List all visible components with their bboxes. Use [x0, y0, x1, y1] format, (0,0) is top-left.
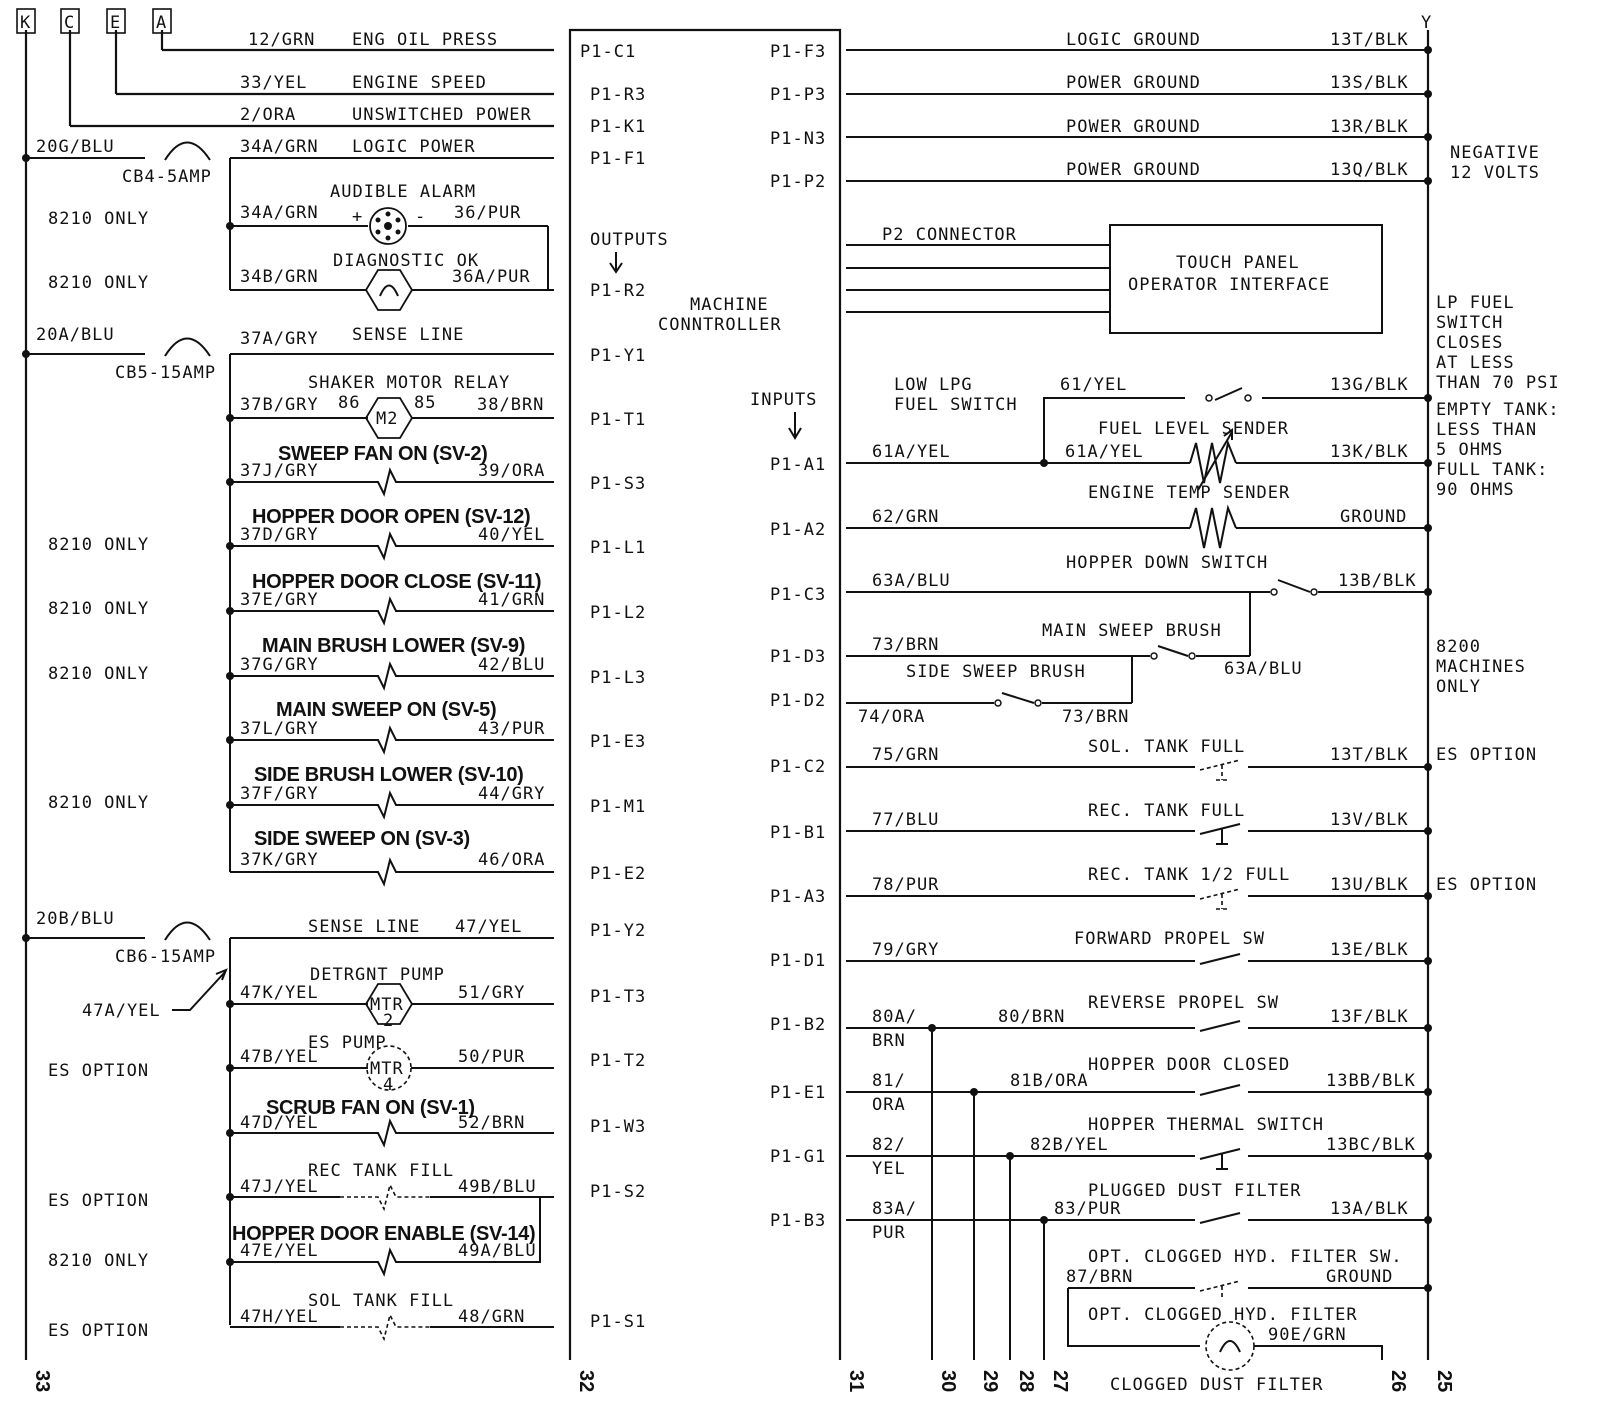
- note-lp: SWITCH: [1436, 313, 1504, 333]
- switch-title: SOL. TANK FULL: [1088, 737, 1246, 757]
- bus-tag-c: C: [64, 13, 76, 33]
- pin-label: P1-S1: [590, 1312, 647, 1332]
- breaker-cb6: CB6-15AMP: [115, 947, 217, 967]
- sheet-number: 26: [1387, 1370, 1409, 1393]
- input-row: [770, 865, 1432, 909]
- wire-label: 37D/GRY: [240, 525, 319, 545]
- inputs-label: INPUTS: [750, 390, 818, 410]
- clogged-label: CLOGGED DUST FILTER: [1110, 1375, 1324, 1395]
- relay-label: M2: [376, 409, 399, 429]
- pin-label: P1-E2: [590, 864, 647, 884]
- note-8210: 8210 ONLY: [48, 535, 150, 555]
- wire-label: 13Q/BLK: [1330, 160, 1409, 180]
- engine-temp-sender: [770, 483, 1432, 548]
- wire-label: 73/BRN: [872, 635, 940, 655]
- motor-label: MTR: [370, 995, 404, 1015]
- wire-label: 47/YEL: [455, 917, 523, 937]
- valve-title: MAIN SWEEP ON (SV-5): [276, 699, 497, 721]
- note-lp: LP FUEL: [1436, 293, 1515, 313]
- input-rows: [770, 737, 1432, 971]
- wire-label: 37L/GRY: [240, 719, 319, 739]
- wire-label: 49A/BLU: [458, 1241, 537, 1261]
- switch-title: HOPPER DOOR CLOSED: [1088, 1055, 1291, 1075]
- note-8200: MACHINES: [1436, 657, 1526, 677]
- note-es-option: ES OPTION: [48, 1061, 150, 1081]
- pin-label: P1-S3: [590, 474, 647, 494]
- sol-tank-fill: [48, 1291, 646, 1341]
- wire-label: 47B/YEL: [240, 1047, 319, 1067]
- sheet-number: 25: [1433, 1370, 1455, 1393]
- pin-label: P1-L1: [590, 538, 647, 558]
- side-sweep-brush: [770, 662, 1132, 727]
- pin-label: P1-R3: [590, 85, 647, 105]
- switch-title: REC. TANK 1/2 FULL: [1088, 865, 1291, 885]
- breaker-cb5: CB5-15AMP: [115, 363, 217, 383]
- wire-label: 80/BRN: [998, 1007, 1066, 1027]
- pin-label: P1-D1: [770, 951, 827, 971]
- pin-label: P1-E1: [770, 1083, 827, 1103]
- wire-label: 37E/GRY: [240, 590, 319, 610]
- wire-label: 51/GRY: [458, 983, 526, 1003]
- sender-title: FUEL LEVEL SENDER: [1098, 419, 1289, 439]
- wire-label: 50/PUR: [458, 1047, 526, 1067]
- wire-label: 13R/BLK: [1330, 117, 1409, 137]
- valve-title: HOPPER DOOR ENABLE (SV-14): [232, 1223, 536, 1245]
- wire-label: 43/PUR: [478, 719, 546, 739]
- valve-row: [230, 699, 646, 752]
- valves-a: [48, 443, 646, 884]
- wire-label: GROUND: [1340, 507, 1408, 527]
- sheet-number: 33: [31, 1370, 53, 1393]
- pin-label: P1-P2: [770, 172, 827, 192]
- wire-label: GROUND: [1326, 1267, 1394, 1287]
- pin-label: P1-C2: [770, 757, 827, 777]
- pin-label: P1-B3: [770, 1211, 827, 1231]
- sheet-number: 31: [845, 1370, 867, 1393]
- switch-title: SIDE SWEEP BRUSH: [906, 662, 1086, 682]
- pin-label: P1-R2: [590, 281, 647, 301]
- controller-labels: [658, 295, 817, 438]
- wire-label: 36/PUR: [454, 203, 522, 223]
- sheet-number: 30: [937, 1370, 959, 1393]
- pin-label: P1-G1: [770, 1147, 827, 1167]
- wire-label: 37K/GRY: [240, 850, 319, 870]
- note-tank: FULL TANK:: [1436, 460, 1549, 480]
- wire-label: 13K/BLK: [1330, 442, 1409, 462]
- hyd-filter: [1066, 1247, 1432, 1395]
- wire-label: 75/GRN: [872, 745, 940, 765]
- outputs-label: OUTPUTS: [590, 230, 669, 250]
- pin-label: P1-D3: [770, 647, 827, 667]
- wire-label: ORA: [872, 1095, 906, 1115]
- motor-label: MTR: [370, 1059, 404, 1079]
- touch-panel-line2: OPERATOR INTERFACE: [1128, 275, 1331, 295]
- pin-label: P1-B1: [770, 823, 827, 843]
- wire-label: 37B/GRY: [240, 395, 319, 415]
- sender-title: ENGINE TEMP SENDER: [1088, 483, 1291, 503]
- wire-label: 33/YEL: [240, 73, 308, 93]
- wire-label: 34B/GRN: [240, 267, 319, 287]
- wire-label: 81/: [872, 1071, 906, 1091]
- pin-label: P1-A3: [770, 887, 827, 907]
- wire-label: 90E/GRN: [1268, 1325, 1347, 1345]
- sheet-number: 32: [575, 1370, 597, 1393]
- touch-panel: [846, 225, 1382, 333]
- pin-label: P1-F3: [770, 42, 827, 62]
- wire-label: 47E/YEL: [240, 1241, 319, 1261]
- feed-wire-47a: 47A/YEL: [82, 1001, 161, 1021]
- wire-label: 38/BRN: [477, 395, 545, 415]
- pump-title: ES PUMP: [308, 1033, 387, 1053]
- wire-label: 49B/BLU: [458, 1177, 537, 1197]
- wire-label: 13G/BLK: [1330, 375, 1409, 395]
- note-8210: 8210 ONLY: [48, 599, 150, 619]
- wire-label: 41/GRN: [478, 590, 546, 610]
- left-junctions: [22, 154, 234, 1266]
- controller-title-1: MACHINE: [690, 295, 769, 315]
- fuel-level-sender: [770, 419, 1432, 490]
- valve-row: [48, 635, 646, 688]
- pin-label: P1-E3: [590, 732, 647, 752]
- note-lp: THAN 70 PSI: [1436, 373, 1560, 393]
- switch-title: HOPPER DOWN SWITCH: [1066, 553, 1269, 573]
- function-label: SENSE LINE: [308, 917, 421, 937]
- wire-label: 48/GRN: [458, 1307, 526, 1327]
- wire-label: 13S/BLK: [1330, 73, 1409, 93]
- switch-title: REVERSE PROPEL SW: [1088, 993, 1279, 1013]
- switch-title: MAIN SWEEP BRUSH: [1042, 621, 1222, 641]
- wire-label: 13T/BLK: [1330, 30, 1409, 50]
- wire-label: 13BC/BLK: [1326, 1135, 1416, 1155]
- function-label: POWER GROUND: [1066, 160, 1201, 180]
- function-label: LOGIC GROUND: [1066, 30, 1201, 50]
- wire-label: 37J/GRY: [240, 461, 319, 481]
- bus-tag-k: K: [20, 13, 32, 33]
- switch-title: HOPPER THERMAL SWITCH: [1088, 1115, 1324, 1135]
- function-label: SENSE LINE: [352, 325, 465, 345]
- note-lp: CLOSES: [1436, 333, 1504, 353]
- wire-label: 63A/BLU: [1224, 659, 1303, 679]
- bus-tag-e: E: [110, 13, 122, 33]
- pin-label: P1-A1: [770, 455, 827, 475]
- wire-label: 13BB/BLK: [1326, 1071, 1416, 1091]
- function-label: POWER GROUND: [1066, 73, 1201, 93]
- diag-title: DIAGNOSTIC OK: [333, 251, 480, 271]
- pin-label: P1-Y1: [590, 346, 647, 366]
- controller-title-2: CONNTROLLER: [658, 315, 782, 335]
- wire-label: 13A/BLK: [1330, 1199, 1409, 1219]
- connector-label: P2 CONNECTOR: [882, 225, 1017, 245]
- motor-number: 4: [383, 1075, 395, 1095]
- note-negative: 12 VOLTS: [1450, 163, 1540, 183]
- sheet-number: 29: [979, 1370, 1001, 1393]
- wire-label: 47H/YEL: [240, 1307, 319, 1327]
- wire-label: 37G/GRY: [240, 655, 319, 675]
- wire-label: 34A/GRN: [240, 203, 319, 223]
- wire-label: 73/BRN: [1062, 707, 1130, 727]
- wire-label: 63A/BLU: [872, 571, 951, 591]
- wire-label: 39/ORA: [478, 461, 546, 481]
- valve-row: [230, 828, 646, 884]
- valve-title: REC TANK FILL: [308, 1161, 455, 1181]
- wire-label: 46/ORA: [478, 850, 546, 870]
- pin-label: P1-P3: [770, 85, 827, 105]
- detergent-pump: [230, 965, 646, 1031]
- note-tank: LESS THAN: [1436, 420, 1538, 440]
- feed-wire-20g: 20G/BLU: [36, 137, 115, 157]
- valve-title: SIDE SWEEP ON (SV-3): [254, 828, 470, 850]
- wire-label: 62/GRN: [872, 507, 940, 527]
- wire-label: 83A/: [872, 1199, 917, 1219]
- wire-label: 34A/GRN: [240, 137, 319, 157]
- wire-label: 13T/BLK: [1330, 745, 1409, 765]
- bus-lines: [26, 30, 1428, 1360]
- note-es-option: ES OPTION: [48, 1321, 150, 1341]
- valve-title: SOL TANK FILL: [308, 1291, 455, 1311]
- switch-title: OPT. CLOGGED HYD. FILTER: [1088, 1305, 1358, 1325]
- wire-label: 2/ORA: [240, 105, 297, 125]
- filter-lamp-icon: [1206, 1322, 1254, 1370]
- wire-label: 61/YEL: [1060, 375, 1128, 395]
- input-row: [770, 801, 1432, 844]
- alarm-minus: -: [415, 207, 427, 227]
- input-row: [770, 737, 1432, 780]
- es-pump: [48, 1033, 646, 1095]
- note-negative: NEGATIVE: [1450, 143, 1540, 163]
- pin-label: P1-S2: [590, 1182, 647, 1202]
- wire-label: 44/GRY: [478, 784, 546, 804]
- wire-label: 36A/PUR: [452, 267, 531, 287]
- function-label: UNSWITCHED POWER: [352, 105, 532, 125]
- valve-title: HOPPER DOOR OPEN (SV-12): [252, 506, 531, 528]
- wire-label: 42/BLU: [478, 655, 546, 675]
- bus-tag-y: Y: [1421, 13, 1433, 33]
- note-es-option: ES OPTION: [1436, 875, 1538, 895]
- pin-label: P1-N3: [770, 129, 827, 149]
- wire-label: YEL: [872, 1159, 906, 1179]
- pin-label: P1-A2: [770, 520, 827, 540]
- wire-label: 47J/YEL: [240, 1177, 319, 1197]
- ground-rows: [770, 30, 1432, 192]
- wire-label: 47K/YEL: [240, 983, 319, 1003]
- wire-label: 13B/BLK: [1338, 571, 1417, 591]
- wire-label: 80A/: [872, 1007, 917, 1027]
- valve-row: [48, 506, 646, 558]
- switch-title: FORWARD PROPEL SW: [1074, 929, 1265, 949]
- input-row: [770, 929, 1432, 971]
- note-tank: EMPTY TANK:: [1436, 400, 1560, 420]
- note-8210: 8210 ONLY: [48, 1251, 150, 1271]
- wire-label: 47D/YEL: [240, 1113, 319, 1133]
- wire-label: 61A/YEL: [1065, 442, 1144, 462]
- switch-title: LOW LPG: [894, 375, 973, 395]
- function-label: ENG OIL PRESS: [352, 30, 499, 50]
- wire-label: 37A/GRY: [240, 329, 319, 349]
- pin-label: P1-C1: [580, 42, 637, 62]
- pin-label: P1-M1: [590, 797, 647, 817]
- motor-number: 2: [383, 1011, 395, 1031]
- relay-pin-86: 86: [338, 393, 361, 413]
- wire-label: 12/GRN: [248, 30, 316, 50]
- wire-label: 82/: [872, 1135, 906, 1155]
- wire-label: 13F/BLK: [1330, 1007, 1409, 1027]
- pump-title: DETRGNT PUMP: [310, 965, 445, 985]
- wire-label: 13V/BLK: [1330, 810, 1409, 830]
- alarm-title: AUDIBLE ALARM: [330, 182, 477, 202]
- note-lp: AT LESS: [1436, 353, 1515, 373]
- pin-label: P1-K1: [590, 117, 647, 137]
- right-notes: [1436, 143, 1560, 895]
- rec-tank-fill: [48, 1161, 646, 1211]
- shaker-title: SHAKER MOTOR RELAY: [308, 373, 511, 393]
- shaker-relay: [230, 373, 646, 438]
- pin-label: P1-C3: [770, 585, 827, 605]
- wire-label: 74/ORA: [858, 707, 926, 727]
- pin-label: P1-L3: [590, 668, 647, 688]
- note-es-option: ES OPTION: [1436, 745, 1538, 765]
- valve-title: HOPPER DOOR CLOSE (SV-11): [252, 571, 542, 593]
- pin-label: P1-F1: [590, 149, 647, 169]
- note-tank: 5 OHMS: [1436, 440, 1504, 460]
- scrub-fan: [230, 1097, 646, 1145]
- bus-tag-a: A: [156, 13, 168, 33]
- note-8210: 8210 ONLY: [48, 209, 150, 229]
- pin-label: P1-Y2: [590, 921, 647, 941]
- pin-label: P1-W3: [590, 1117, 647, 1137]
- wire-label: 87/BRN: [1066, 1267, 1134, 1287]
- wire-label: 37F/GRY: [240, 784, 319, 804]
- pin-label: P1-T1: [590, 410, 647, 430]
- note-8210: 8210 ONLY: [48, 664, 150, 684]
- note-tank: 90 OHMS: [1436, 480, 1515, 500]
- valve-row: [48, 764, 646, 817]
- pin-label: P1-B2: [770, 1015, 827, 1035]
- valve-row: [48, 571, 646, 623]
- switch-title: FUEL SWITCH: [894, 395, 1018, 415]
- wire-label: 81B/ORA: [1010, 1071, 1089, 1091]
- switch-title: OPT. CLOGGED HYD. FILTER SW.: [1088, 1247, 1403, 1267]
- feed-wire-20a: 20A/BLU: [36, 325, 115, 345]
- touch-panel-line1: TOUCH PANEL: [1176, 253, 1300, 273]
- wire-label: 13E/BLK: [1330, 940, 1409, 960]
- alarm-plus: +: [352, 207, 364, 227]
- wire-label: 52/BRN: [458, 1113, 526, 1133]
- wire-label: PUR: [872, 1223, 906, 1243]
- valve-row: [230, 443, 646, 494]
- sheet-number: 27: [1049, 1370, 1071, 1393]
- wire-label: 40/YEL: [478, 525, 546, 545]
- note-8210: 8210 ONLY: [48, 793, 150, 813]
- breaker-cb4: CB4-5AMP: [122, 167, 212, 187]
- switch-title: REC. TANK FULL: [1088, 801, 1246, 821]
- valve-title: SIDE BRUSH LOWER (SV-10): [254, 764, 524, 786]
- pin-label: P1-D2: [770, 691, 827, 711]
- diag-lamp-icon: [366, 270, 412, 310]
- note-8200: 8200: [1436, 637, 1481, 657]
- note-es-option: ES OPTION: [48, 1191, 150, 1211]
- pin-label: P1-T2: [590, 1051, 647, 1071]
- alarm-circuit: [48, 182, 669, 310]
- wire-label: 82B/YEL: [1030, 1135, 1109, 1155]
- valve-title: MAIN BRUSH LOWER (SV-9): [262, 635, 526, 657]
- pin-label: P1-L2: [590, 603, 647, 623]
- function-label: LOGIC POWER: [352, 137, 476, 157]
- switch-title: PLUGGED DUST FILTER: [1088, 1181, 1302, 1201]
- wire-label: 78/PUR: [872, 875, 940, 895]
- function-label: POWER GROUND: [1066, 117, 1201, 137]
- wire-label: 77/BLU: [872, 810, 940, 830]
- pin-label: P1-T3: [590, 987, 647, 1007]
- wire-label: BRN: [872, 1031, 906, 1051]
- feed-wire-20b: 20B/BLU: [36, 909, 115, 929]
- note-8200: ONLY: [1436, 677, 1481, 697]
- wire-label: 61A/YEL: [872, 442, 951, 462]
- wire-label: 79/GRY: [872, 940, 940, 960]
- valve-title: SCRUB FAN ON (SV-1): [266, 1097, 475, 1119]
- wire-label: 13U/BLK: [1330, 875, 1409, 895]
- relay-pin-85: 85: [414, 393, 437, 413]
- note-8210: 8210 ONLY: [48, 273, 150, 293]
- sheet-number: 28: [1015, 1370, 1037, 1393]
- function-label: ENGINE SPEED: [352, 73, 487, 93]
- valve-title: SWEEP FAN ON (SV-2): [278, 443, 488, 465]
- wire-label: 83/PUR: [1054, 1199, 1122, 1219]
